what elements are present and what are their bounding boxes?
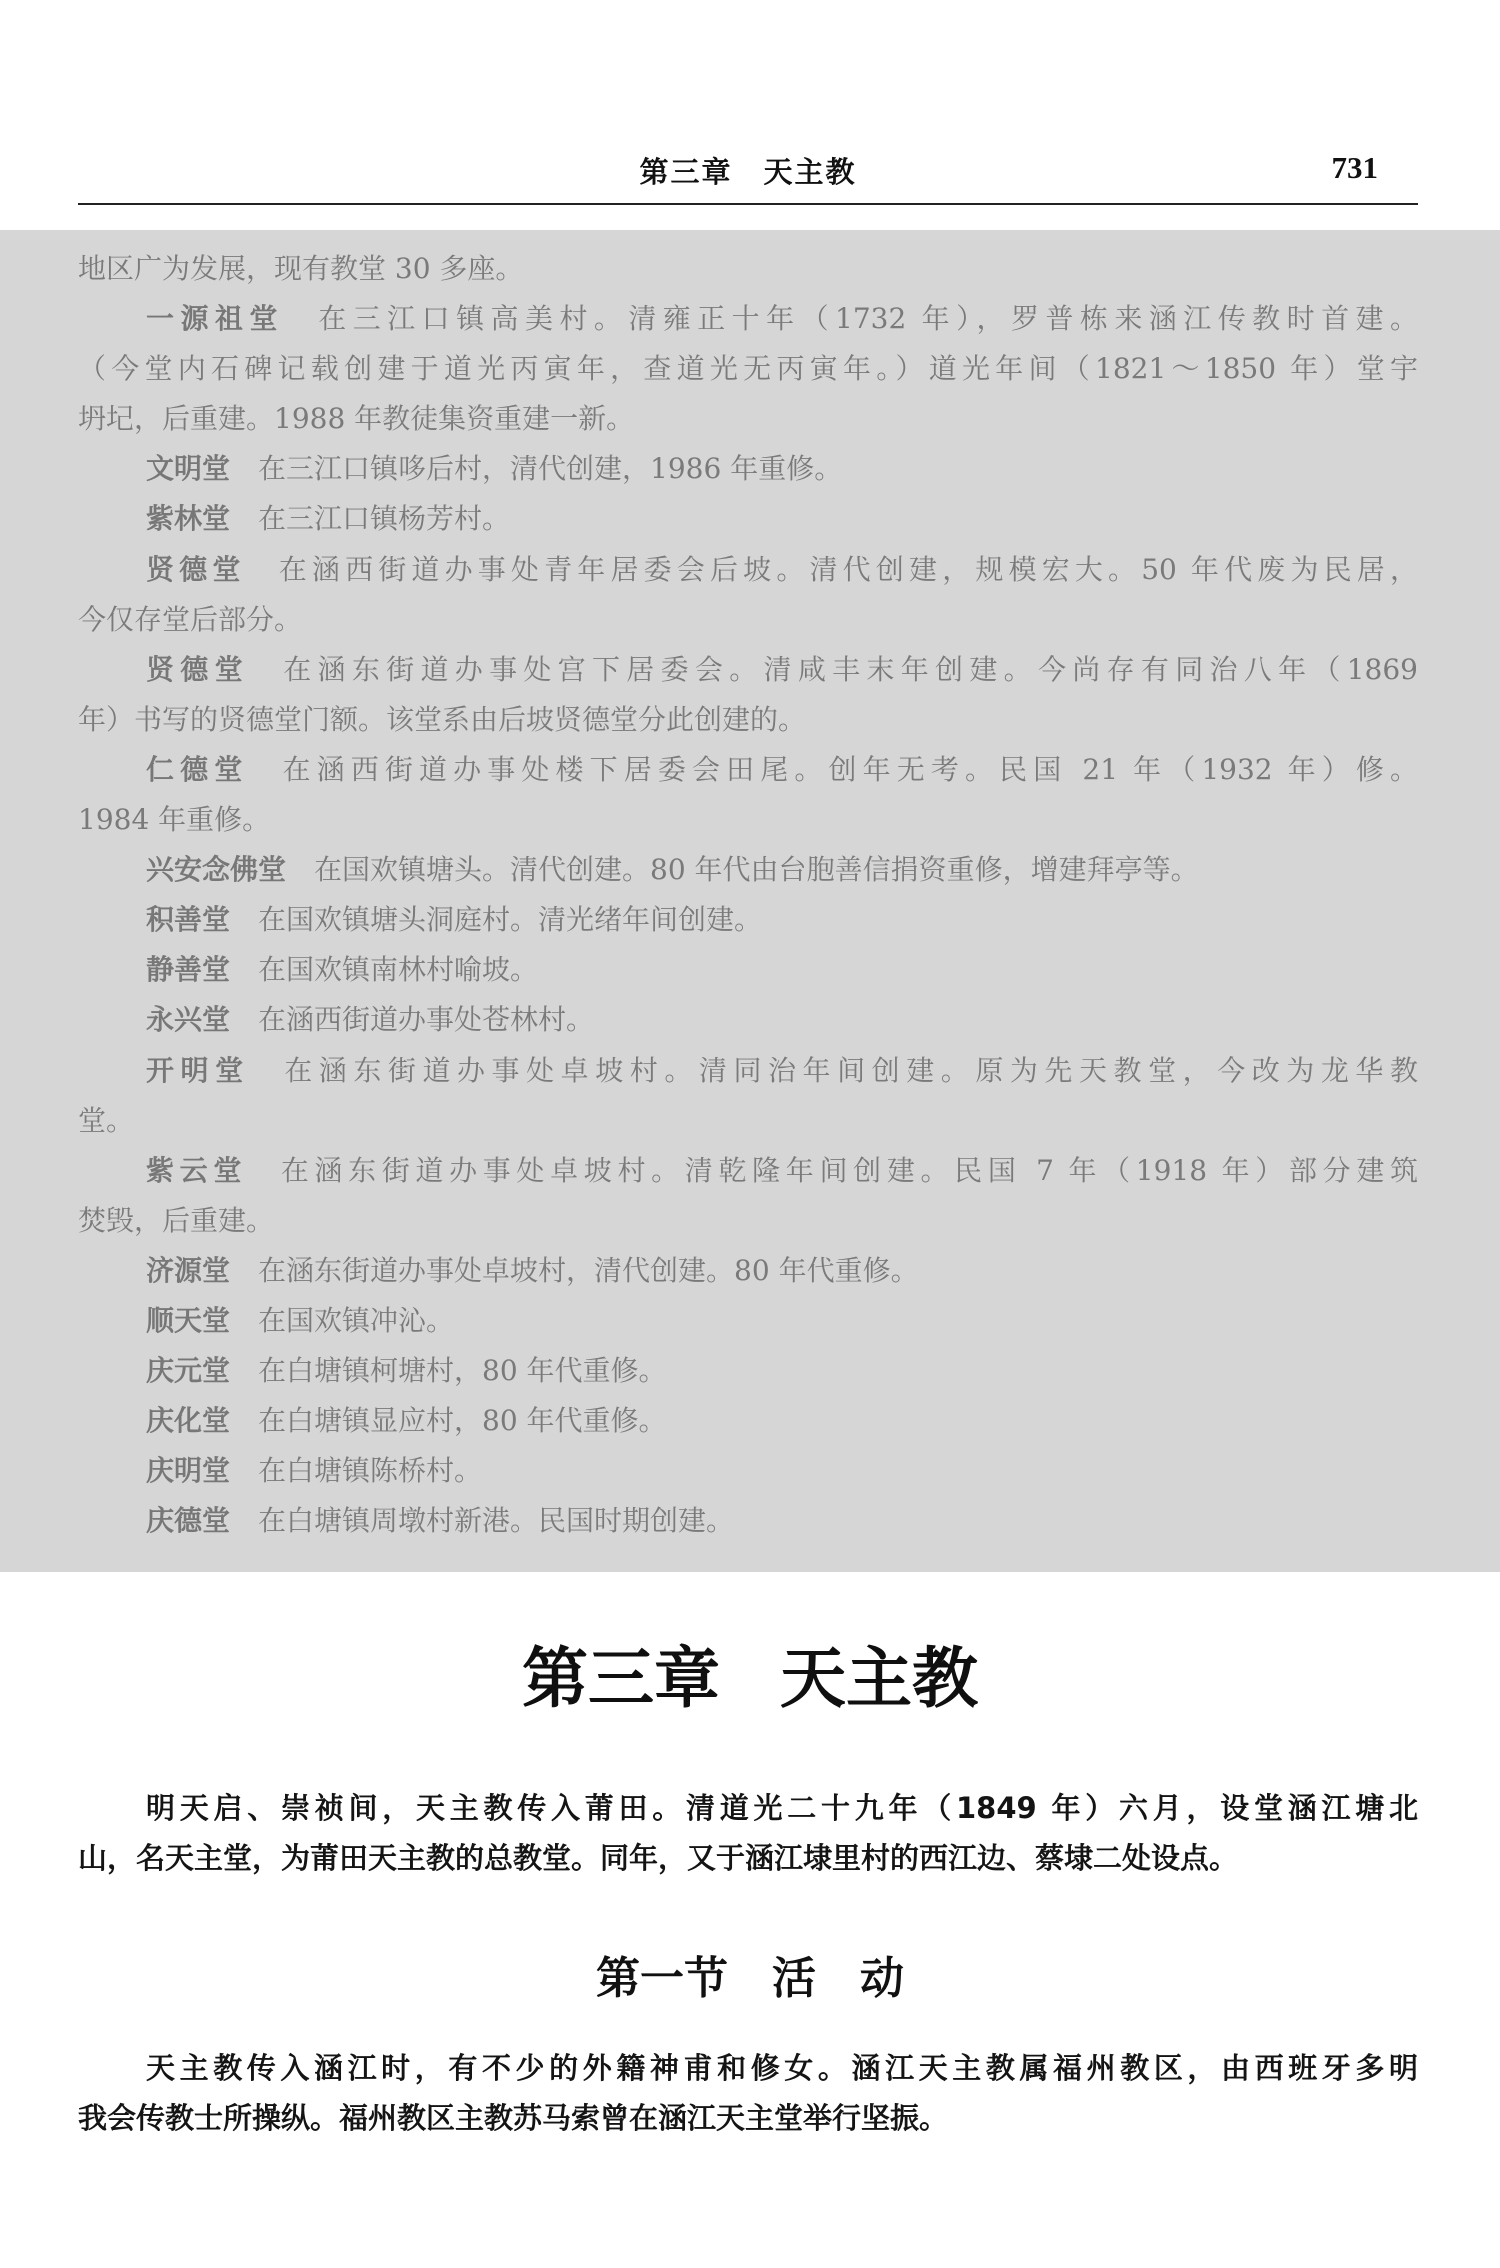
line-text: 地区广为发展，现有教堂 30 多座。 xyxy=(78,252,524,285)
temple-name: 庆德堂 xyxy=(146,1504,231,1538)
temple-name: 文明堂 xyxy=(146,452,231,486)
temple-name: 庆元堂 xyxy=(146,1354,231,1388)
temple-name: 庆明堂 xyxy=(146,1454,231,1488)
line-text: 在涵东街道办事处卓坡村，清代创建。80 年代重修。 xyxy=(258,1253,919,1287)
line-text: 在国欢镇冲沁。 xyxy=(258,1303,455,1337)
page-header xyxy=(78,150,1418,196)
temple-name: 济源堂 xyxy=(146,1253,231,1287)
page-number: 731 xyxy=(1331,150,1378,185)
line-text: 在白塘镇陈桥村。 xyxy=(258,1454,483,1488)
temple-entry-line xyxy=(78,294,1418,344)
paragraph-line: 明天启、崇祯间，天主教传入莆田。清道光二十九年（1849 年）六月，设堂涵江塘北 xyxy=(146,1791,1418,1825)
temple-entry-line xyxy=(78,444,1418,494)
temple-name: 静善堂 xyxy=(146,953,231,987)
line-text: 今仅存堂后部分。 xyxy=(78,602,303,636)
line-text: 1984 年重修。 xyxy=(78,803,271,837)
temple-name: 开明堂 xyxy=(146,1053,250,1087)
temple-entry-line xyxy=(78,545,1418,595)
temple-name: 贤德堂 xyxy=(146,652,249,686)
continuation-line xyxy=(78,344,1418,394)
continuation-line xyxy=(78,795,1418,845)
temple-entry-line xyxy=(78,845,1418,895)
line-text: 在三江口镇杨芳村。 xyxy=(258,502,511,536)
line-text: 在白塘镇显应村，80 年代重修。 xyxy=(258,1404,667,1438)
temple-name: 一源祖堂 xyxy=(146,302,284,336)
paragraph-line: 山，名天主堂，为莆田天主教的总教堂。同年，又于涵江埭里村的西江边、蔡埭二处设点。 xyxy=(78,1841,1239,1875)
line-text: 在涵东街道办事处卓坡村。清乾隆年间创建。民国 7 年（1918 年）部分建筑 xyxy=(280,1153,1418,1187)
line-text: 在白塘镇周墩村新港。民国时期创建。 xyxy=(258,1504,735,1538)
line-text: 在三江口镇高美村。清雍正十年（1732 年），罗普栋来涵江传教时首建。 xyxy=(318,302,1418,336)
line-text: 在涵西街道办事处青年居委会后坡。清代创建，规模宏大。50 年代废为民居， xyxy=(278,552,1418,586)
line-text: 坍圮，后重建。1988 年教徒集资重建一新。 xyxy=(78,402,635,436)
line-text: 堂。 xyxy=(78,1103,135,1137)
temple-entry-line xyxy=(78,1146,1418,1196)
line-text: 在国欢镇塘头洞庭村。清光绪年间创建。 xyxy=(258,903,763,937)
line-text: 在涵西街道办事处楼下居委会田尾。创年无考。民国 21 年（1932 年）修。 xyxy=(282,752,1418,786)
temple-entry-line xyxy=(78,1246,1418,1296)
temple-name: 紫林堂 xyxy=(146,502,231,536)
temple-name: 永兴堂 xyxy=(146,1003,231,1037)
continuation-line xyxy=(78,695,1418,745)
continuation-line xyxy=(78,244,1418,294)
chapter-intro-paragraph xyxy=(78,1783,1418,1883)
temple-name: 仁德堂 xyxy=(146,752,249,786)
temple-entry-line xyxy=(78,645,1418,695)
temple-name: 积善堂 xyxy=(146,903,231,937)
line-text: 年）书写的贤德堂门额。该堂系由后坡贤德堂分此创建的。 xyxy=(78,702,807,736)
chapter-title-number: 第三章 xyxy=(522,1640,720,1717)
line-text: 在白塘镇柯塘村，80 年代重修。 xyxy=(258,1354,667,1388)
temple-entry-line xyxy=(78,1296,1418,1346)
header-rule xyxy=(78,203,1418,205)
continuation-line xyxy=(78,595,1418,645)
shaded-previous-section xyxy=(0,230,1500,1572)
temple-entry-line xyxy=(78,1046,1418,1096)
temple-name: 庆化堂 xyxy=(146,1404,231,1438)
temple-entry-line xyxy=(78,1346,1418,1396)
chapter-title-name: 天主教 xyxy=(780,1640,978,1717)
line-text: 在三江口镇哆后村，清代创建，1986 年重修。 xyxy=(258,452,843,486)
line-text: 在国欢镇南林村喻坡。 xyxy=(258,953,539,987)
line-text: 在国欢镇塘头。清代创建。80 年代由台胞善信捐资重修，增建拜亭等。 xyxy=(314,853,1199,887)
continuation-line xyxy=(78,1196,1418,1246)
temple-name: 顺天堂 xyxy=(146,1303,231,1337)
section-title: 第一节 活 动 xyxy=(596,1953,904,2004)
line-text: 在涵东街道办事处卓坡村。清同治年间创建。原为先天教堂，今改为龙华教 xyxy=(284,1053,1418,1087)
paragraph-line: 我会传教士所操纵。福州教区主教苏马索曾在涵江天主堂举行坚振。 xyxy=(78,2101,949,2135)
running-title: 第三章 天主教 xyxy=(639,155,857,189)
line-text: 焚毁，后重建。 xyxy=(78,1203,275,1237)
temple-name: 兴安念佛堂 xyxy=(146,853,287,887)
temple-entry-line xyxy=(78,745,1418,795)
temple-entry-line xyxy=(78,1496,1418,1546)
temple-name: 紫云堂 xyxy=(146,1153,248,1187)
line-text: （今堂内石碑记载创建于道光丙寅年，查道光无丙寅年。）道光年间（1821～1850 年）堂宇 xyxy=(78,352,1418,386)
line-text: 在涵东街道办事处宫下居委会。清咸丰末年创建。今尚存有同治八年（1869 xyxy=(283,652,1418,686)
temple-entry-line xyxy=(78,895,1418,945)
paragraph-line: 天主教传入涵江时，有不少的外籍神甫和修女。涵江天主教属福州教区，由西班牙多明 xyxy=(146,2051,1418,2085)
temple-entry-line xyxy=(78,995,1418,1045)
temple-name: 贤德堂 xyxy=(146,552,246,586)
temple-entry-line xyxy=(78,945,1418,995)
continuation-line xyxy=(78,394,1418,444)
chapter-title xyxy=(0,1625,1500,1720)
continuation-line xyxy=(78,1096,1418,1146)
section-paragraph xyxy=(78,2043,1418,2143)
temple-list xyxy=(78,244,1418,1546)
temple-entry-line xyxy=(78,1446,1418,1496)
temple-entry-line xyxy=(78,494,1418,544)
temple-entry-line xyxy=(78,1396,1418,1446)
line-text: 在涵西街道办事处苍林村。 xyxy=(258,1003,595,1037)
